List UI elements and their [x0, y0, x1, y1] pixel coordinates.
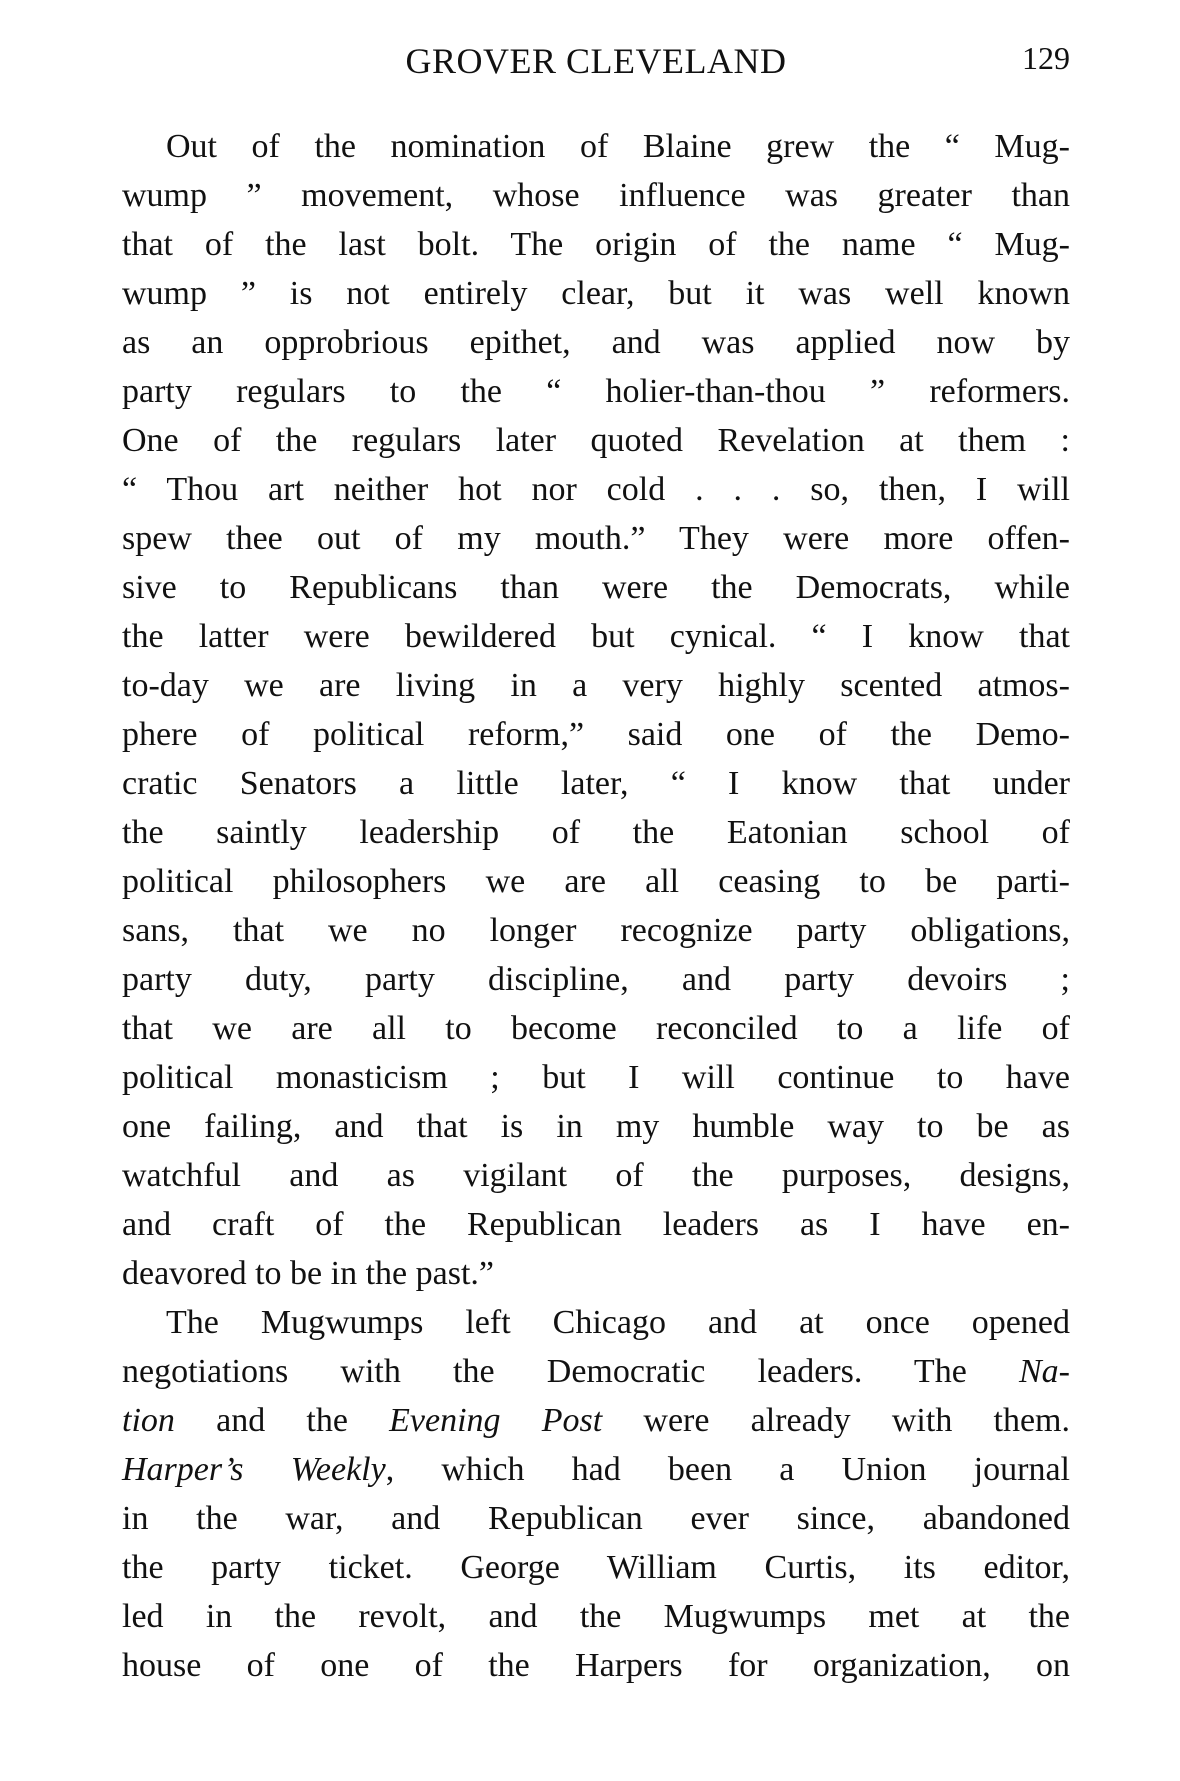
running-title: GROVER CLEVELAND [405, 41, 787, 81]
text-line: Harper’s Weekly, which had been a Union journal [122, 1451, 1070, 1488]
text-line: party duty, party discipline, and party devoirs ; [122, 961, 1070, 998]
page-body [122, 122, 1070, 1690]
text-line: and craft of the Republican leaders as I have en- [122, 1206, 1070, 1243]
text-line: the party ticket. George William Curtis, its editor, [122, 1549, 1070, 1586]
text-line: led in the revolt, and the Mugwumps met at the [122, 1598, 1070, 1635]
text-line: wump ” is not entirely clear, but it was well known [122, 275, 1070, 312]
text-line: tion and the Evening Post were already with them. [122, 1402, 1071, 1439]
text-line: political monasticism ; but I will continue to have [122, 1059, 1070, 1096]
text-line: party regulars to the “ holier-than-thou ” reformers. [122, 373, 1070, 410]
text-line: political philosophers we are all ceasing to be parti- [122, 863, 1070, 900]
text-line: negotiations with the Democratic leaders. The Na- [122, 1353, 1070, 1390]
text-line: one failing, and that is in my humble way to be as [122, 1108, 1070, 1145]
text-line: One of the regulars later quoted Revelation at them : [122, 422, 1070, 459]
text-line: wump ” movement, whose influence was greater than [122, 177, 1070, 214]
text-line: as an opprobrious epithet, and was applied now by [122, 324, 1070, 361]
text-line: house of one of the Harpers for organization, on [122, 1647, 1070, 1684]
paragraph [122, 1298, 1070, 1690]
paragraph [122, 122, 1070, 1298]
page-header [122, 40, 1070, 90]
text-line: The Mugwumps left Chicago and at once opened [166, 1304, 1070, 1341]
text-line: Out of the nomination of Blaine grew the “ Mug- [166, 128, 1070, 165]
text-line: in the war, and Republican ever since, abandoned [122, 1500, 1070, 1537]
text-line: deavored to be in the past.” [122, 1255, 494, 1292]
text-line: sive to Republicans than were the Democrats, while [122, 569, 1070, 606]
text-line: the saintly leadership of the Eatonian school of [122, 814, 1070, 851]
text-line: that we are all to become reconciled to a life of [122, 1010, 1070, 1047]
text-line: “ Thou art neither hot nor cold . . . so, then, I will [122, 471, 1070, 508]
text-line: sans, that we no longer recognize party obligations, [122, 912, 1070, 949]
text-line: phere of political reform,” said one of the Demo- [122, 716, 1070, 753]
page-number: 129 [1022, 40, 1070, 76]
text-line: to-day we are living in a very highly scented atmos- [122, 667, 1070, 704]
text-line: watchful and as vigilant of the purposes, designs, [122, 1157, 1070, 1194]
text-line: that of the last bolt. The origin of the name “ Mug- [122, 226, 1070, 263]
text-line: the latter were bewildered but cynical. “ I know that [122, 618, 1070, 655]
text-line: cratic Senators a little later, “ I know that under [122, 765, 1070, 802]
text-line: spew thee out of my mouth.” They were more offen- [122, 520, 1070, 557]
